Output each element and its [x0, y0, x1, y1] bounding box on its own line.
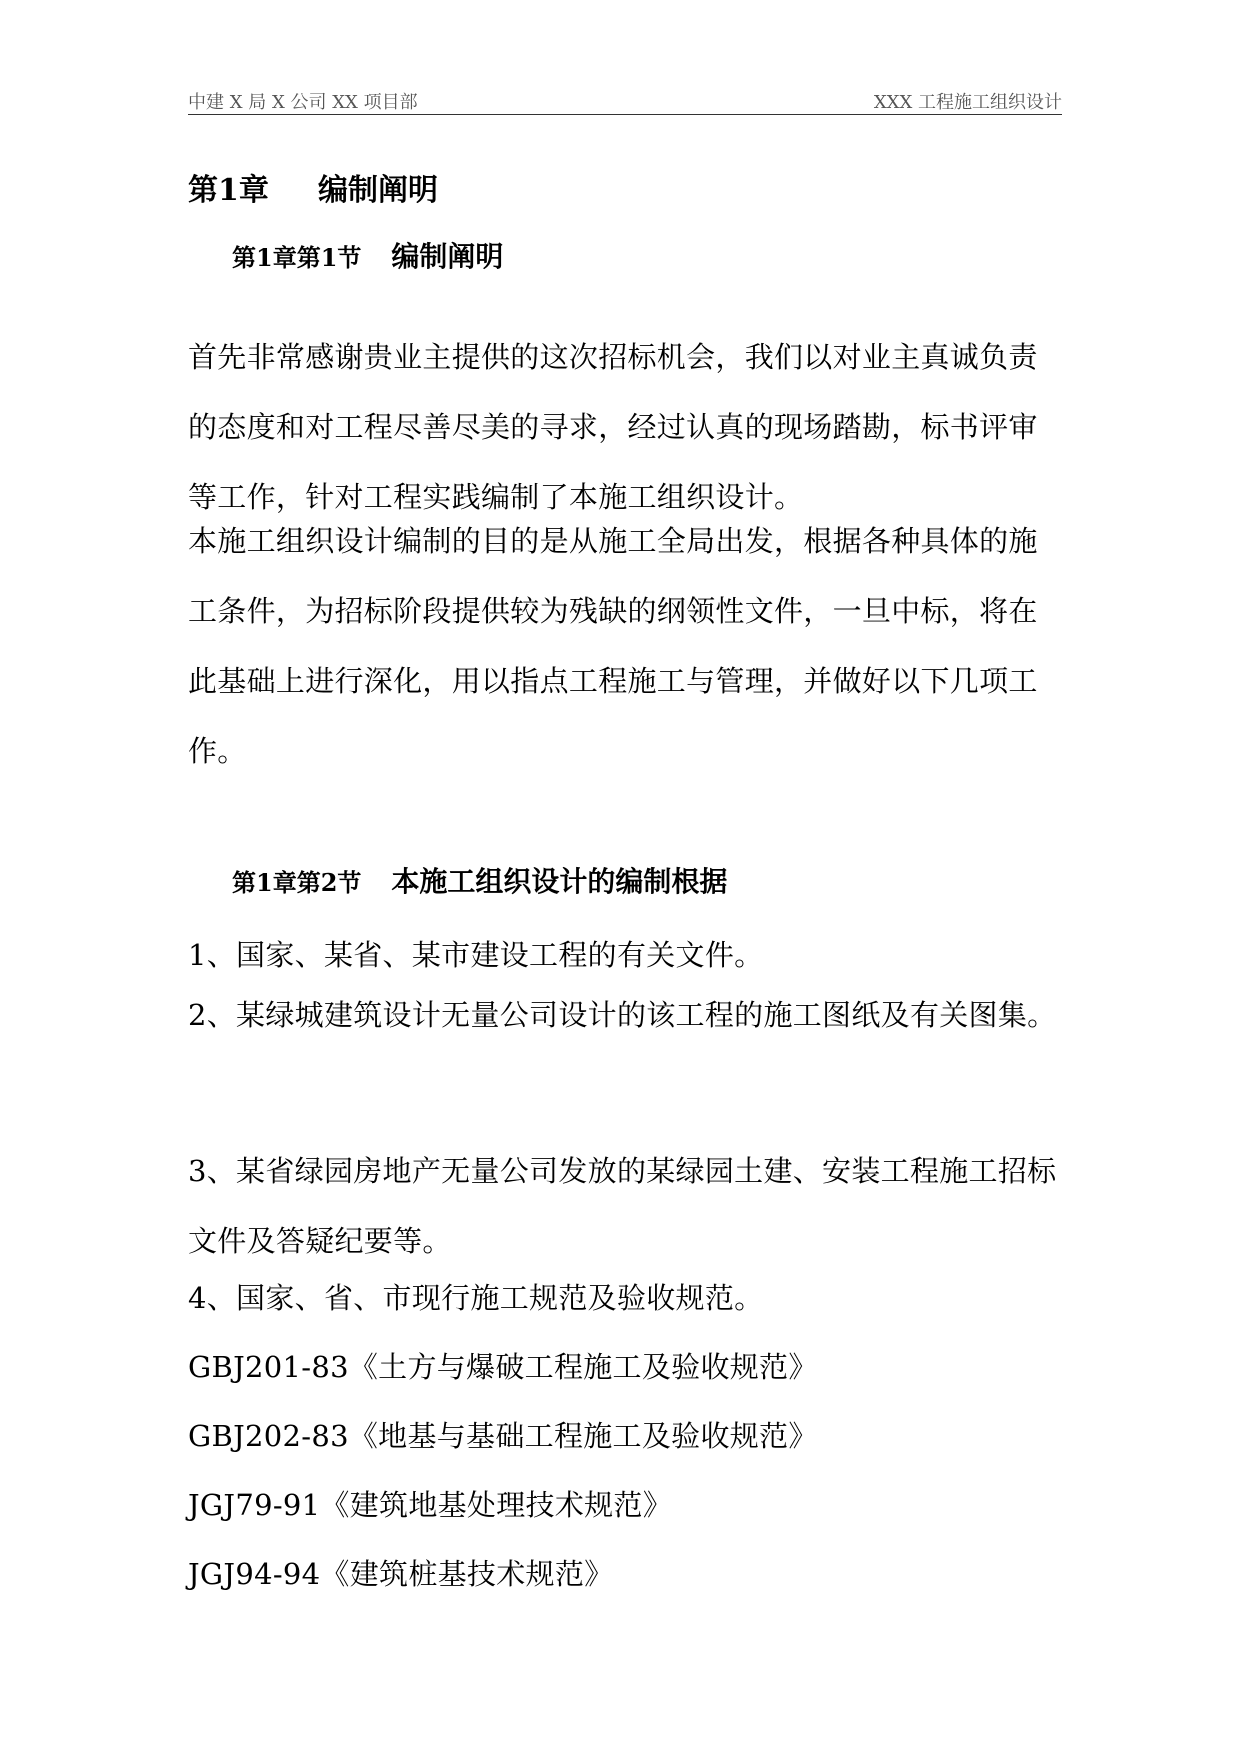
basis-item-4: 4、国家、省、市现行施工规范及验收规范。: [188, 1281, 764, 1315]
basis-item-2: 2、某绿城建筑设计无量公司设计的该工程的施工图纸及有关图集。: [188, 998, 1057, 1032]
section-heading-2: [232, 860, 727, 900]
section-number-1: 第1章第1节: [232, 243, 362, 272]
intro-paragraph-1: 首先非常感谢贵业主提供的这次招标机会，我们以对业主真诚负责的态度和对工程尽善尽美的寻求，经过认真的现场踏勘，标书评审等工作，针对工程实践编制了本施工组织设计。: [188, 340, 1038, 514]
section-number-2: 第1章第2节: [232, 868, 362, 897]
section-heading-1: [232, 235, 503, 275]
chapter-heading: [188, 165, 438, 209]
standard-item: JGJ94-94《建筑桩基技术规范》: [188, 1557, 614, 1591]
standard-item: GBJ202-83《地基与基础工程施工及验收规范》: [188, 1419, 818, 1453]
header-document-title: XXX 工程施工组织设计: [873, 92, 1062, 113]
section-title-2: 本施工组织设计的编制根据: [391, 865, 728, 898]
section-title-1: 编制阐明: [391, 240, 504, 273]
standard-item: JGJ79-91《建筑地基处理技术规范》: [188, 1488, 673, 1522]
standard-item: GBJ201-83《土方与爆破工程施工及验收规范》: [188, 1350, 818, 1384]
header-company: 中建 X 局 X 公司 XX 项目部: [188, 92, 418, 113]
basis-item-1: 1、国家、某省、某市建设工程的有关文件。: [188, 938, 764, 972]
chapter-title: 编制阐明: [318, 173, 438, 208]
intro-paragraph-2: 本施工组织设计编制的目的是从施工全局出发，根据各种具体的施工条件，为招标阶段提供较为残缺的纲领性文件，一旦中标，将在此基础上进行深化，用以指点工程施工与管理，并做好以下几项工作。: [188, 524, 1038, 768]
basis-item-3: 3、某省绿园房地产无量公司发放的某绿园土建、安装工程施工招标文件及答疑纪要等。: [188, 1154, 1057, 1258]
page-header: [188, 88, 1062, 115]
chapter-number: 第1章: [188, 173, 269, 208]
